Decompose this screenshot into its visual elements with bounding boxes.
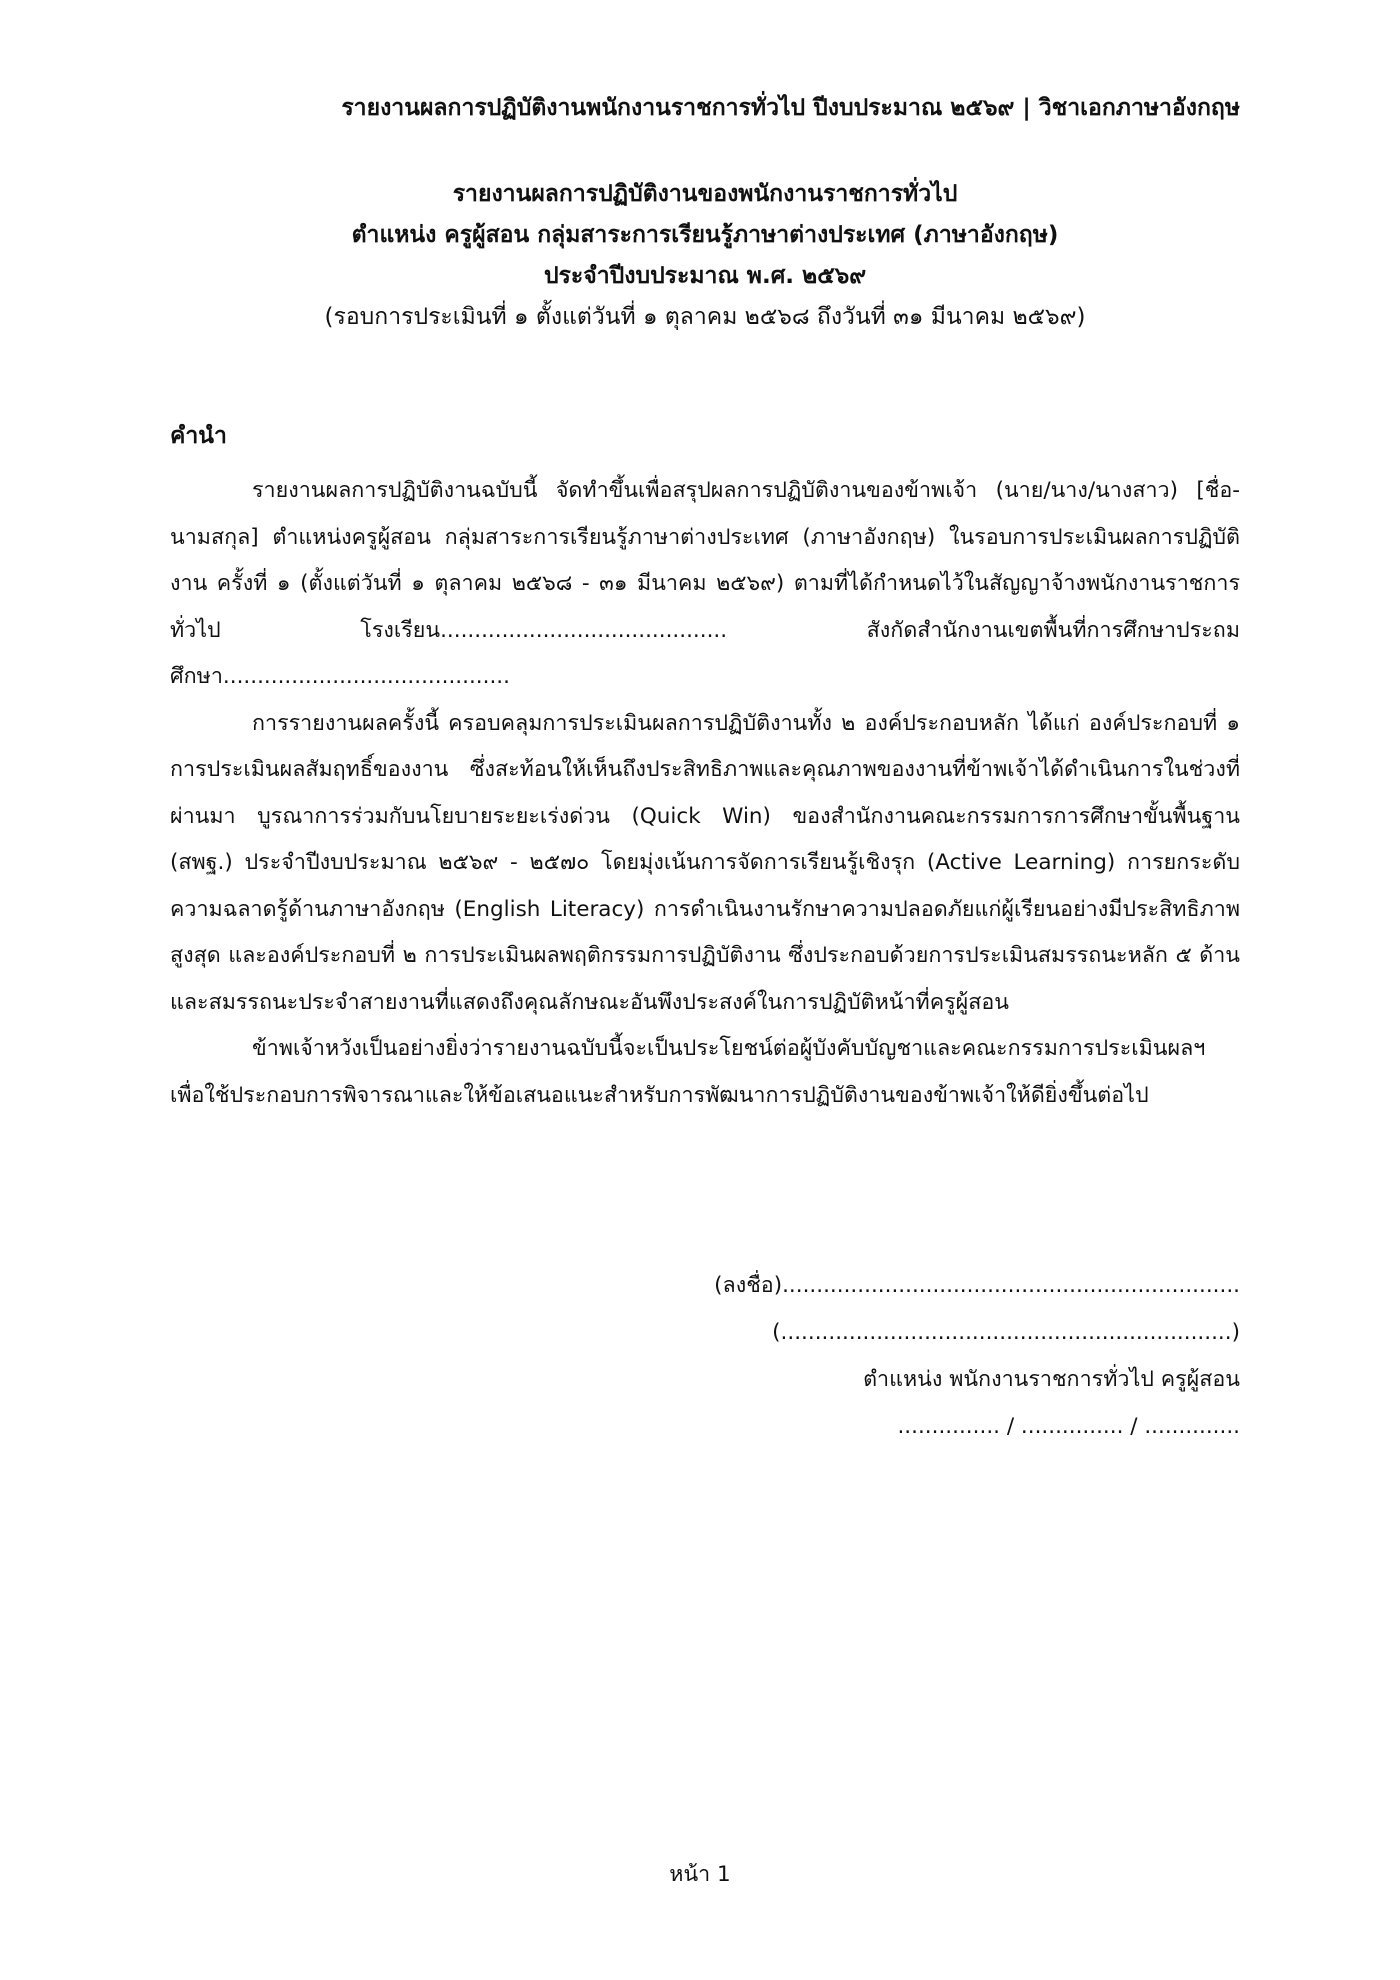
document-title: รายงานผลการปฏิบัติงานของพนักงานราชการทั่วไป	[452, 181, 958, 207]
position-title: ตำแหน่ง ครูผู้สอน กลุ่มสาระการเรียนรู้ภาษาต่างประเทศ (ภาษาอังกฤษ)	[351, 222, 1059, 248]
fiscal-year-title: ประจำปีงบประมาณ พ.ศ. ๒๕๖๙	[543, 263, 867, 289]
signature-position: ตำแหน่ง พนักงานราชการทั่วไป ครูผู้สอน	[863, 1367, 1240, 1392]
signature-block	[640, 1262, 1240, 1450]
introduction-body	[170, 468, 1240, 1119]
signature-line: (ลงชื่อ)...................................................................	[714, 1273, 1240, 1298]
introduction-paragraph-2: การรายงานผลครั้งนี้ ครอบคลุมการประเมินผลการปฏิบัติงานทั้ง ๒ องค์ประกอบหลัก ได้แก่ องค์ประกอบที่ ๑ การประเมินผลสัมฤทธิ์ของงาน ซึ่งสะท้อนให้เห็นถึงประสิทธิภาพและคุณภาพของงานที่ข้าพเจ้าได้ดำเนินการในช่วงที่ผ่านมา บูรณาการร่วมกับนโยบายระยะเร่งด่วน (Quick Win) ของสำนักงานคณะกรรมการการศึกษาขั้นพื้นฐาน (สพฐ.) ประจำปีงบประมาณ ๒๕๖๙ - ๒๕๗๐ โดยมุ่งเน้นการจัดการเรียนรู้เชิงรุก (Active Learning) การยกระดับความฉลาดรู้ด้านภาษาอังกฤษ (English Literacy) การดำเนินงานรักษาความปลอดภัยแก่ผู้เรียนอย่างมีประสิทธิภาพสูงสุด และองค์ประกอบที่ ๒ การประเมินผลพฤติกรรมการปฏิบัติงาน ซึ่งประกอบด้วยการประเมินสมรรถนะหลัก ๕ ด้าน และสมรรถนะประจำสายงานที่แสดงถึงคุณลักษณะอันพึงประสงค์ในการปฏิบัติหน้าที่ครูผู้สอน	[170, 710, 1240, 1015]
signature-name-line: (..................................................................)	[772, 1320, 1240, 1345]
title-block	[170, 174, 1240, 338]
introduction-heading: คำนำ	[170, 423, 227, 449]
page-number: หน้า 1	[669, 1862, 731, 1887]
evaluation-period: (รอบการประเมินที่ ๑ ตั้งแต่วันที่ ๑ ตุลาคม ๒๕๖๘ ถึงวันที่ ๓๑ มีนาคม ๒๕๖๙)	[324, 304, 1086, 330]
running-header: รายงานผลการปฏิบัติงานพนักงานราชการทั่วไป ปีงบประมาณ ๒๕๖๙ | วิชาเอกภาษาอังกฤษ	[341, 95, 1240, 121]
introduction-paragraph-1: รายงานผลการปฏิบัติงานฉบับนี้ จัดทำขึ้นเพื่อสรุปผลการปฏิบัติงานของข้าพเจ้า (นาย/นาง/นางสาว) [ชื่อ-นามสกุล] ตำแหน่งครูผู้สอน กลุ่มสาระการเรียนรู้ภาษาต่างประเทศ (ภาษาอังกฤษ) ในรอบการประเมินผลการปฏิบัติงาน ครั้งที่ ๑ (ตั้งแต่วันที่ ๑ ตุลาคม ๒๕๖๘ - ๓๑ มีนาคม ๒๕๖๙) ตามที่ได้กำหนดไว้ในสัญญาจ้างพนักงานราชการทั่วไป โรงเรียน.......................................... สังกัดสำนักงานเขตพื้นที่การศึกษาประถมศึกษา..........................................	[170, 478, 1240, 689]
signature-date: ............... / ............... / ..............	[897, 1414, 1240, 1439]
introduction-paragraph-3: ข้าพเจ้าหวังเป็นอย่างยิ่งว่ารายงานฉบับนี้จะเป็นประโยชน์ต่อผู้บังคับบัญชาและคณะกรรมการประเมินผลฯ เพื่อใช้ประกอบการพิจารณาและให้ข้อเสนอแนะสำหรับการพัฒนาการปฏิบัติงานของข้าพเจ้าให้ดียิ่งขึ้นต่อไป	[170, 1036, 1206, 1108]
